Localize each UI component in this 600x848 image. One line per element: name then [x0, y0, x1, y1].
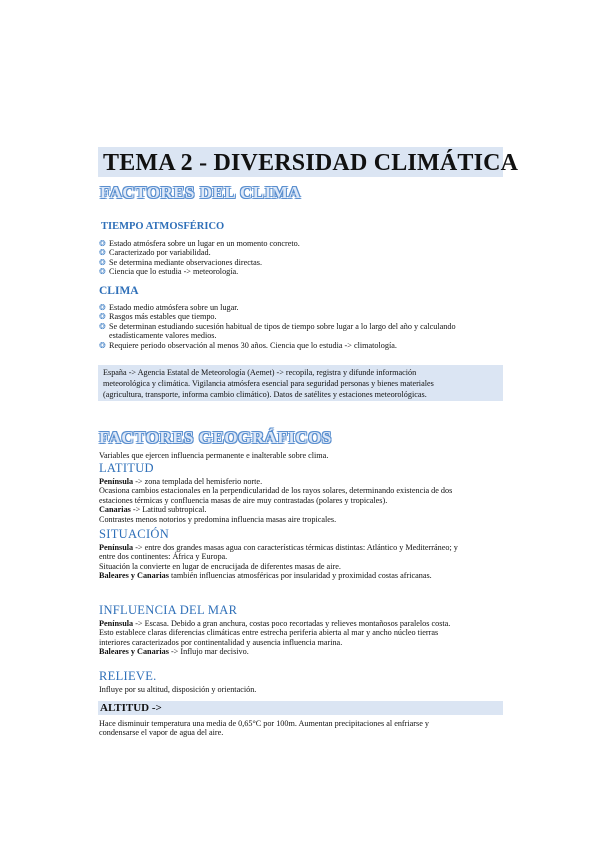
list-item: estadísticamente valores medios. [109, 331, 217, 341]
heading-latitud: LATITUD [99, 461, 154, 475]
heading-relieve: RELIEVE. [99, 669, 157, 683]
heading-situacion: SITUACIÓN [99, 527, 170, 541]
bullet-icon: ❂ [99, 257, 106, 267]
list-item: ❂ Se determina mediante observaciones directas. [99, 257, 262, 267]
bullet-icon: ❂ [99, 239, 106, 248]
altitud-paragraph: Hace disminuir temperatura una media de 0,65°C por 100m. Aumentan precipitaciones al enfriarse y condensarse el vapor de agua del aire. [99, 719, 429, 738]
latitud-paragraph: Península -> zona templada del hemisferio norte. Ocasiona cambios estacionales en la perpendicularidad de los rayos solares, determinando existencia de dos estaciones térmicas y confluencia masas de aire muy contrastadas (polares y tropicales). Canarias -> Latitud subtropical. Contrastes menos notorios y predomina influencia masas aire tropicales. [99, 477, 453, 524]
list-item: ❂ Se determinan estudiando sucesión habitual de tipos de tiempo sobre lugar a lo largo del año y calculando [99, 321, 456, 331]
list-item: ❂ Requiere periodo observación al menos 30 años. Ciencia que lo estudia -> climatología. [99, 340, 397, 350]
aemet-paragraph: España -> Agencia Estatal de Meteorología (Aemet) -> recopila, registra y difunde información meteorológica y climática. Vigilancia atmósfera esencial para seguridad personas y bienes materiales (agricultura, transporte, informa cambio climático). Datos de satélites y estaciones meteorológicas. [103, 368, 434, 399]
bullet-icon: ❂ [99, 340, 106, 350]
section-heading-factores-clima: FACTORES DEL CLIMA [100, 183, 302, 202]
heading-altitud: ALTITUD -> [100, 702, 162, 714]
section-heading-factores-geograficos: FACTORES GEOGRÁFICOS [99, 428, 332, 447]
relieve-paragraph: Influye por su altitud, disposición y orientación. [99, 685, 257, 694]
clima-list [99, 303, 456, 350]
geo-intro: Variables que ejercen influencia permanente e inalterable sobre clima. [99, 451, 329, 460]
heading-mar: INFLUENCIA DEL MAR [99, 603, 238, 617]
bullet-icon: ❂ [99, 321, 106, 331]
bullet-icon: ❂ [99, 267, 106, 277]
list-item: ❂ Rasgos más estables que tiempo. [99, 312, 217, 322]
bullet-icon: ❂ [99, 312, 106, 322]
list-item: ❂ Ciencia que lo estudia -> meteorología. [99, 267, 239, 277]
heading-tiempo: TIEMPO ATMOSFÉRICO [101, 221, 225, 232]
list-item: ❂ Caracterizado por variabilidad. [99, 248, 211, 258]
mar-paragraph: Península -> Escasa. Debido a gran anchura, costas poco recortadas y relieves montañosos paralelos costa. Esto establece claras diferencias climáticas entre estrecha periferia abierta al mar y ancho núcleo tierras interiores caracterizados por continentalidad y ausencia influencia marina. Baleares y Canarias -> Influjo mar decisivo. [99, 619, 451, 657]
situacion-paragraph: Península -> entre dos grandes masas agua con características térmicas distintas: Atlántico y Mediterráneo; y entre dos continentes: África y Europa. Situación la convierte en lugar de encrucijada de diferentes masas de aire. Baleares y Canarias también influencias atmosféricas por insularidad y proximidad costas africanas. [99, 543, 458, 581]
page-title: TEMA 2 - DIVERSIDAD CLIMÁTICA [103, 150, 519, 176]
list-item: ❂ Estado atmósfera sobre un lugar en un momento concreto. [99, 239, 300, 248]
tiempo-list [99, 239, 300, 277]
bullet-icon: ❂ [99, 248, 106, 258]
bullet-icon: ❂ [99, 303, 106, 312]
list-item: ❂ Estado medio atmósfera sobre un lugar. [99, 303, 239, 312]
heading-clima: CLIMA [99, 285, 139, 297]
